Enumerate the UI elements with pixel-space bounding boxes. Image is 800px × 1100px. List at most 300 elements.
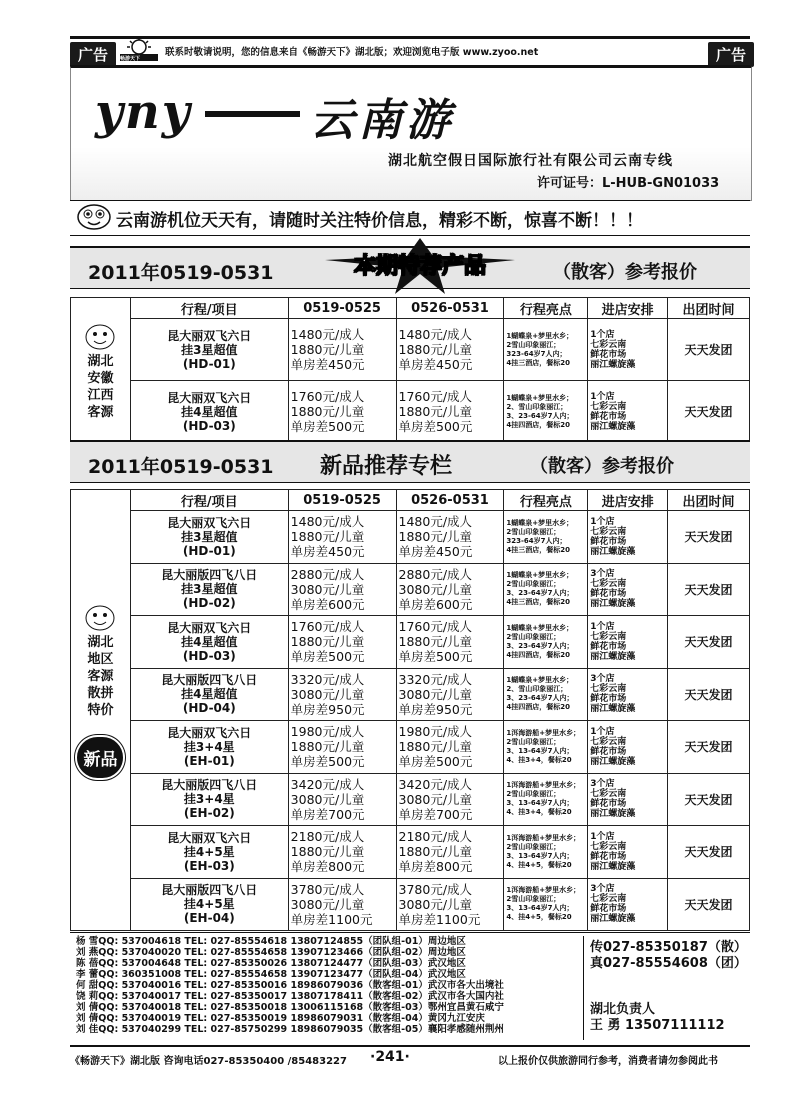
price-period2-cell	[396, 511, 504, 564]
price-period2-cell	[396, 773, 504, 826]
section2-title: 新品推荐专栏	[320, 454, 453, 479]
price-line: 1980元/成人	[290, 724, 365, 740]
shop-line: 丽江螺旋藻	[590, 599, 636, 610]
highlight-line: 4挂三酒店，餐标20	[506, 545, 571, 554]
route-line: 昆大丽双飞六日	[167, 620, 252, 635]
route-line: 挂3+4星	[183, 792, 235, 807]
departure-cell: 天天发团	[668, 826, 750, 879]
shop-line: 七彩云南	[590, 401, 627, 412]
route-line: 挂4星超值	[181, 687, 238, 702]
contact-row: 杨 雪QQ: 537004618 TEL: 027-85554618 13807124855（团队组-01）周边地区	[76, 936, 466, 947]
price-line: 1880元/儿童	[398, 342, 473, 357]
route-line: (HD-03)	[182, 418, 236, 433]
route-cell	[130, 616, 288, 669]
highlight-line: 2雪山印象丽江；	[506, 527, 561, 536]
company-name: 湖北航空假日国际旅行社有限公司云南专线	[388, 153, 673, 169]
price-period1-cell	[288, 826, 396, 879]
shop-line: 鲜花市场	[590, 641, 627, 652]
th-shops: 进店安排	[588, 490, 668, 511]
departure-cell: 天天发团	[668, 563, 750, 616]
price-line: 单房差500元	[398, 649, 473, 665]
price-line: 2880元/成人	[398, 566, 473, 582]
fax-line-2: 真027-85554608（团）	[590, 956, 747, 971]
price-period2-cell	[396, 668, 504, 721]
shop-line: 丽江螺旋藻	[590, 704, 636, 715]
mascot-icon	[84, 602, 116, 632]
departure-cell: 天天发团	[668, 668, 750, 721]
shops-cell	[588, 511, 668, 564]
price-line: 单房差700元	[398, 806, 473, 822]
route-cell	[130, 511, 288, 564]
route-cell	[130, 668, 288, 721]
price-period2-cell	[396, 319, 504, 381]
table-row	[71, 826, 750, 879]
highlights-cell	[504, 616, 588, 669]
departure-cell: 天天发团	[668, 319, 750, 381]
highlights-cell	[504, 773, 588, 826]
shops-cell	[588, 563, 668, 616]
route-cell	[130, 563, 288, 616]
mascot-logo-label: 畅游天下	[120, 56, 141, 62]
shop-line: 丽江螺旋藻	[590, 421, 636, 432]
contact-row: 陈 蓓QQ: 537004648 TEL: 027-85350026 13807124477（团队组-03）武汉地区	[76, 958, 466, 969]
highlight-line: 4挂四酒店，餐标20	[506, 650, 571, 659]
price-line: 单房差500元	[398, 419, 473, 434]
side-label-line: 客源	[87, 669, 114, 684]
price-line: 3320元/成人	[290, 671, 365, 687]
shops-cell	[588, 878, 668, 931]
highlight-line: 1蝴蝶泉+梦里水乡；	[506, 676, 574, 685]
th-period1: 0519-0525	[288, 298, 396, 319]
highlight-line: 3、23-64岁7人内；	[506, 589, 574, 598]
highlight-line: 1洱海游船+梦里水乡；	[506, 886, 581, 895]
shop-line: 丽江螺旋藻	[590, 756, 636, 767]
shop-line: 丽江螺旋藻	[590, 546, 636, 557]
route-cell	[130, 381, 288, 443]
highlight-line: 2雪山印象丽江；	[506, 580, 561, 589]
page-number: ·241·	[370, 1049, 410, 1065]
shop-line: 鲜花市场	[590, 746, 627, 757]
highlight-line: 2雪山印象丽江；	[506, 895, 561, 904]
price-line: 单房差450元	[398, 357, 473, 372]
price-line: 3320元/成人	[398, 671, 473, 687]
price-line: 1760元/成人	[290, 619, 365, 635]
price-line: 3080元/儿童	[290, 686, 365, 702]
section2-table	[70, 489, 750, 931]
shop-line: 1个店	[590, 391, 615, 402]
highlight-line: 1蝴蝶泉+梦里水乡；	[506, 393, 574, 402]
tagline: 云南游机位天天有，请随时关注特价信息，精彩不断，惊喜不断！！！	[116, 211, 643, 231]
price-line: 单房差450元	[290, 544, 365, 560]
price-line: 2180元/成人	[290, 829, 365, 845]
price-line: 单房差700元	[290, 806, 365, 822]
shop-line: 鲜花市场	[590, 536, 627, 547]
price-line: 1880元/儿童	[290, 342, 365, 357]
highlight-line: 4、挂4+5，餐标20	[506, 860, 572, 869]
shops-cell	[588, 826, 668, 879]
table-row	[71, 511, 750, 564]
highlight-line: 4挂四酒店，餐标20	[506, 420, 571, 429]
section1-side-cell	[71, 298, 131, 443]
th-route: 行程/项目	[130, 298, 288, 319]
route-line: 挂4+5星	[183, 897, 235, 912]
price-line: 1480元/成人	[290, 514, 365, 530]
price-line: 3420元/成人	[398, 776, 473, 792]
highlight-line: 3、13-64岁7人内；	[506, 904, 574, 913]
price-period2-cell	[396, 721, 504, 774]
contact-row: 何 甜QQ: 537040016 TEL: 027-85350016 18986079036（散客组-01）武汉市各大出境社	[76, 980, 504, 991]
side-label-line: 地区	[87, 652, 114, 667]
highlight-line: 1洱海游船+梦里水乡；	[506, 781, 581, 790]
price-period1-cell	[288, 616, 396, 669]
highlight-line: 4、挂3+4，餐标20	[506, 755, 572, 764]
table-row	[71, 773, 750, 826]
th-route: 行程/项目	[130, 490, 288, 511]
ad-tag-right: 广告	[708, 42, 754, 67]
table-row	[71, 616, 750, 669]
price-line: 3080元/儿童	[398, 896, 473, 912]
highlights-cell	[504, 668, 588, 721]
price-line: 1880元/儿童	[290, 739, 365, 755]
price-line: 1880元/儿童	[398, 739, 473, 755]
table-row	[71, 668, 750, 721]
departure-cell: 天天发团	[668, 721, 750, 774]
highlights-cell	[504, 381, 588, 443]
route-line: (EH-01)	[183, 753, 235, 768]
shop-line: 七彩云南	[590, 894, 627, 905]
price-line: 1480元/成人	[398, 514, 473, 530]
price-period1-cell	[288, 668, 396, 721]
price-line: 单房差950元	[398, 701, 473, 717]
shop-line: 七彩云南	[590, 579, 627, 590]
highlight-line: 3、23-64岁7人内；	[506, 694, 574, 703]
side-label-line: 安徽	[87, 371, 114, 386]
header-notice: 联系时敬请说明，您的信息来自《畅游天下》湖北版；欢迎浏览电子版 www.zyoo.net	[165, 47, 539, 58]
route-line: (EH-03)	[183, 858, 235, 873]
price-period2-cell	[396, 826, 504, 879]
route-line: (HD-02)	[182, 596, 236, 611]
route-line: 挂3星超值	[181, 342, 238, 357]
route-line: (EH-02)	[183, 806, 235, 821]
route-cell	[130, 773, 288, 826]
shop-line: 鲜花市场	[590, 411, 627, 422]
price-line: 单房差500元	[290, 754, 365, 770]
shop-line: 1个店	[590, 516, 615, 527]
highlight-line: 2雪山印象丽江；	[506, 340, 561, 349]
manager-contact: 王 勇 13507111112	[590, 1018, 725, 1033]
route-line: 昆大丽版四飞八日	[161, 568, 258, 583]
highlight-line: 2、雪山印象丽江；	[506, 402, 568, 411]
shop-line: 七彩云南	[590, 841, 627, 852]
contact-row: 刘 燕QQ: 537040020 TEL: 027-85554658 13907123466（团队组-02）周边地区	[76, 947, 466, 958]
price-line: 单房差600元	[290, 596, 365, 612]
price-period1-cell	[288, 721, 396, 774]
departure-cell: 天天发团	[668, 878, 750, 931]
shop-line: 3个店	[590, 884, 615, 895]
price-line: 单房差1100元	[398, 911, 481, 927]
shop-line: 鲜花市场	[590, 904, 627, 915]
price-line: 单房差1100元	[290, 911, 373, 927]
highlight-line: 323-64岁7人内；	[506, 536, 567, 545]
th-period2: 0526-0531	[396, 490, 504, 511]
section2-side-label	[71, 634, 130, 719]
shop-line: 1个店	[590, 621, 615, 632]
footer-right: 以上报价仅供旅游同行参考，消费者请勿参阅此书	[498, 1056, 718, 1067]
price-line: 1880元/儿童	[398, 634, 473, 650]
th-period2: 0526-0531	[396, 298, 504, 319]
highlight-line: 1洱海游船+梦里水乡；	[506, 833, 581, 842]
route-line: 挂4星超值	[181, 634, 238, 649]
highlights-cell	[504, 721, 588, 774]
route-line: 挂4星超值	[181, 404, 238, 419]
route-line: (HD-01)	[182, 356, 236, 371]
price-line: 3080元/儿童	[398, 581, 473, 597]
price-period1-cell	[288, 773, 396, 826]
price-line: 3080元/儿童	[290, 896, 365, 912]
route-line: 昆大丽版四飞八日	[161, 883, 258, 898]
route-line: 挂3星超值	[181, 529, 238, 544]
route-line: (HD-01)	[182, 543, 236, 558]
highlight-line: 4挂三酒店，餐标20	[506, 358, 571, 367]
route-line: 挂3+4星	[183, 739, 235, 754]
shop-line: 丽江螺旋藻	[590, 359, 636, 370]
highlight-line: 2雪山印象丽江；	[506, 632, 561, 641]
highlights-cell	[504, 563, 588, 616]
logo-script: yny	[95, 84, 192, 140]
shop-line: 七彩云南	[590, 631, 627, 642]
price-line: 1980元/成人	[398, 724, 473, 740]
side-label-line: 客源	[87, 405, 114, 420]
shops-cell	[588, 616, 668, 669]
shop-line: 1个店	[590, 329, 615, 340]
price-line: 3780元/成人	[398, 881, 473, 897]
shops-cell	[588, 773, 668, 826]
route-line: 昆大丽双飞六日	[167, 328, 252, 343]
shop-line: 丽江螺旋藻	[590, 651, 636, 662]
shop-line: 鲜花市场	[590, 851, 627, 862]
price-period1-cell	[288, 878, 396, 931]
highlight-line: 4挂四酒店，餐标20	[506, 703, 571, 712]
price-line: 1880元/儿童	[398, 844, 473, 860]
contact-row: 刘 佳QQ: 537040299 TEL: 027-85750299 18986079035（散客组-05）襄阳孝感随州荆州	[76, 1024, 504, 1035]
price-line: 1480元/成人	[290, 327, 365, 342]
route-line: (HD-03)	[182, 648, 236, 663]
price-line: 1880元/儿童	[290, 844, 365, 860]
fax-line-1: 传027-85350187（散）	[590, 940, 747, 955]
contact-row: 饶 莉QQ: 537040017 TEL: 027-85350017 13807178411（散客组-02）武汉市各大国内社	[76, 991, 504, 1002]
departure-cell: 天天发团	[668, 773, 750, 826]
price-line: 单房差500元	[290, 419, 365, 434]
price-line: 单房差800元	[290, 859, 365, 875]
price-line: 3080元/儿童	[398, 686, 473, 702]
departure-cell: 天天发团	[668, 616, 750, 669]
route-line: 昆大丽双飞六日	[167, 725, 252, 740]
shop-line: 鲜花市场	[590, 694, 627, 705]
price-period1-cell	[288, 381, 396, 443]
table-row	[71, 721, 750, 774]
highlight-line: 1蝴蝶泉+梦里水乡；	[506, 331, 574, 340]
route-line: 昆大丽版四飞八日	[161, 778, 258, 793]
section1-date: 2011年0519-0531	[88, 262, 274, 284]
th-highlights: 行程亮点	[504, 298, 588, 319]
cartoon-mascot-icon	[76, 203, 112, 231]
section2-side-cell	[71, 490, 131, 931]
price-line: 3080元/儿童	[290, 791, 365, 807]
price-line: 1880元/儿童	[290, 634, 365, 650]
price-period1-cell	[288, 511, 396, 564]
price-period2-cell	[396, 563, 504, 616]
highlight-line: 3、13-64岁7人内；	[506, 746, 574, 755]
side-label-line: 散拼	[87, 686, 114, 701]
price-period2-cell	[396, 381, 504, 443]
contact-row: 刘 倩QQ: 537040019 TEL: 027-85350019 18986079031（散客组-04）黄冈九江安庆	[76, 1013, 485, 1024]
highlight-line: 1蝴蝶泉+梦里水乡；	[506, 571, 574, 580]
route-cell	[130, 721, 288, 774]
highlight-line: 2雪山印象丽江；	[506, 790, 561, 799]
shop-line: 丽江螺旋藻	[590, 914, 636, 925]
route-cell	[130, 319, 288, 381]
shop-line: 七彩云南	[590, 684, 627, 695]
price-line: 单房差450元	[398, 544, 473, 560]
highlight-line: 1蝴蝶泉+梦里水乡；	[506, 518, 574, 527]
shop-line: 1个店	[590, 726, 615, 737]
highlight-line: 4、挂3+4，餐标20	[506, 808, 572, 817]
section1-table	[70, 297, 750, 443]
side-label-line: 特价	[87, 703, 114, 718]
route-line: 昆大丽版四飞八日	[161, 673, 258, 688]
price-period1-cell	[288, 319, 396, 381]
logo-divider	[205, 111, 300, 117]
th-departure: 出团时间	[668, 490, 750, 511]
highlight-line: 1蝴蝶泉+梦里水乡；	[506, 623, 574, 632]
route-cell	[130, 826, 288, 879]
table-row	[71, 878, 750, 931]
price-line: 1880元/儿童	[290, 404, 365, 419]
route-line: 挂4+5星	[183, 844, 235, 859]
section2-date: 2011年0519-0531	[88, 456, 274, 478]
shop-line: 1个店	[590, 831, 615, 842]
highlight-line: 3、13-64岁7人内；	[506, 851, 574, 860]
price-line: 3080元/儿童	[398, 791, 473, 807]
shops-cell	[588, 319, 668, 381]
th-period1: 0519-0525	[288, 490, 396, 511]
price-line: 1880元/儿童	[398, 404, 473, 419]
th-highlights: 行程亮点	[504, 490, 588, 511]
route-line: (HD-04)	[182, 701, 236, 716]
mascot-icon	[84, 321, 116, 351]
price-line: 1480元/成人	[398, 327, 473, 342]
logo-title: 云南游	[310, 95, 454, 146]
highlight-line: 4挂三酒店，餐标20	[506, 598, 571, 607]
departure-cell: 天天发团	[668, 511, 750, 564]
departure-cell: 天天发团	[668, 381, 750, 443]
shop-line: 鲜花市场	[590, 799, 627, 810]
price-line: 3780元/成人	[290, 881, 365, 897]
contact-row: 李 蕾QQ: 360351008 TEL: 027-85554658 13907123477（团队组-04）武汉地区	[76, 969, 466, 980]
route-line: 昆大丽双飞六日	[167, 390, 252, 405]
shops-cell	[588, 668, 668, 721]
highlight-line: 4、挂4+5，餐标20	[506, 913, 572, 922]
price-line: 单房差450元	[290, 357, 365, 372]
highlights-cell	[504, 826, 588, 879]
contact-summary	[583, 936, 749, 1040]
side-label-line: 湖北	[87, 635, 114, 650]
shop-line: 鲜花市场	[590, 349, 627, 360]
footer-left: 《畅游天下》湖北版 咨询电话027-85350400 /85483227	[70, 1056, 347, 1067]
price-line: 单房差600元	[398, 596, 473, 612]
price-period2-cell	[396, 616, 504, 669]
highlight-line: 1洱海游船+梦里水乡；	[506, 728, 581, 737]
highlight-line: 3、23-64岁7人内；	[506, 641, 574, 650]
route-line: 挂3星超值	[181, 582, 238, 597]
route-line: 昆大丽双飞六日	[167, 515, 252, 530]
price-line: 单房差500元	[398, 754, 473, 770]
route-cell	[130, 878, 288, 931]
license-number: 许可证号：L-HUB-GN01033	[537, 176, 720, 191]
price-line: 单房差950元	[290, 701, 365, 717]
price-line: 1880元/儿童	[290, 529, 365, 545]
price-line: 1760元/成人	[398, 619, 473, 635]
route-line: 昆大丽双飞六日	[167, 830, 252, 845]
table-row	[71, 319, 750, 381]
shop-line: 3个店	[590, 674, 615, 685]
price-line: 1880元/儿童	[398, 529, 473, 545]
price-line: 3420元/成人	[290, 776, 365, 792]
new-badge: 新品	[77, 737, 123, 778]
th-departure: 出团时间	[668, 298, 750, 319]
price-period1-cell	[288, 563, 396, 616]
price-line: 1760元/成人	[398, 389, 473, 404]
price-line: 3080元/儿童	[290, 581, 365, 597]
contact-row: 刘 倩QQ: 537040018 TEL: 027-85350018 13006115168（散客组-03）鄂州宜昌黄石咸宁	[76, 1002, 504, 1013]
section1-suffix: （散客）参考报价	[553, 262, 697, 283]
side-label-line: 江西	[87, 388, 114, 403]
shop-line: 3个店	[590, 779, 615, 790]
shop-line: 丽江螺旋藻	[590, 809, 636, 820]
manager-title: 湖北负责人	[590, 1002, 656, 1017]
highlight-line: 3、23-64岁7人内；	[506, 411, 574, 420]
shops-cell	[588, 721, 668, 774]
section1-title: 本期特荐产品	[353, 254, 486, 279]
route-line: (EH-04)	[183, 911, 235, 926]
th-shops: 进店安排	[588, 298, 668, 319]
shop-line: 七彩云南	[590, 339, 627, 350]
highlight-line: 323-64岁7人内；	[506, 349, 567, 358]
price-period2-cell	[396, 878, 504, 931]
shop-line: 3个店	[590, 569, 615, 580]
highlights-cell	[504, 319, 588, 381]
price-line: 单房差500元	[290, 649, 365, 665]
contact-list	[76, 936, 504, 1035]
highlights-cell	[504, 878, 588, 931]
price-line: 1760元/成人	[290, 389, 365, 404]
shop-line: 丽江螺旋藻	[590, 861, 636, 872]
section1-side-label	[71, 353, 130, 421]
highlight-line: 2雪山印象丽江；	[506, 842, 561, 851]
section2-suffix: （散客）参考报价	[530, 456, 674, 477]
shops-cell	[588, 381, 668, 443]
shop-line: 七彩云南	[590, 789, 627, 800]
table-row	[71, 563, 750, 616]
ad-tag-left: 广告	[70, 42, 116, 67]
shop-line: 七彩云南	[590, 526, 627, 537]
shop-line: 七彩云南	[590, 736, 627, 747]
highlight-line: 3、13-64岁7人内；	[506, 799, 574, 808]
side-label-line: 湖北	[87, 354, 114, 369]
shop-line: 鲜花市场	[590, 589, 627, 600]
highlight-line: 2、雪山印象丽江；	[506, 685, 568, 694]
highlight-line: 2雪山印象丽江；	[506, 737, 561, 746]
